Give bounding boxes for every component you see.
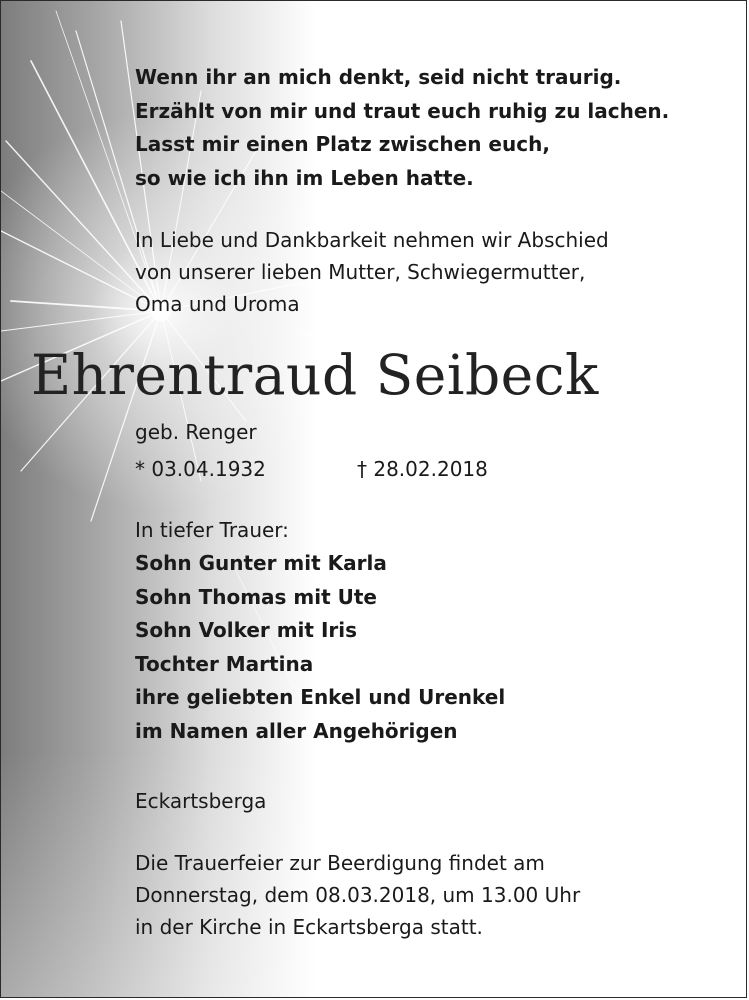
place: Eckartsberga: [135, 789, 267, 813]
intro-line: von unserer lieben Mutter, Schwiegermutter,: [135, 260, 586, 284]
poem-line: Erzählt von mir und traut euch ruhig zu lachen.: [135, 98, 670, 123]
deceased-name: Ehrentraud Seibeck: [31, 343, 599, 407]
mourners-heading: In tiefer Trauer:: [135, 518, 289, 542]
poem: [135, 61, 669, 195]
funeral-line: Die Trauerfeier zur Beerdigung findet am: [135, 851, 545, 875]
birth-date: * 03.04.1932: [135, 457, 266, 481]
mourner-item: Sohn Gunter mit Karla: [135, 551, 387, 575]
funeral-line: in der Kirche in Eckartsberga statt.: [135, 915, 483, 939]
mourner-item: ihre geliebten Enkel und Urenkel: [135, 685, 506, 709]
mourner-item: Sohn Volker mit Iris: [135, 618, 358, 642]
life-dates: [135, 453, 488, 485]
mourner-item: Sohn Thomas mit Ute: [135, 584, 377, 609]
poem-line: Wenn ihr an mich denkt, seid nicht traurig.: [135, 65, 622, 89]
intro-line: Oma und Uroma: [135, 292, 300, 316]
poem-line: so wie ich ihn im Leben hatte.: [135, 165, 474, 190]
funeral-info: [135, 847, 580, 943]
mourner-item: im Namen aller Angehörigen: [135, 718, 458, 743]
death-date: † 28.02.2018: [357, 457, 488, 481]
mourner-item: Tochter Martina: [135, 651, 314, 676]
poem-line: Lasst mir einen Platz zwischen euch,: [135, 132, 550, 156]
maiden-name: geb. Renger: [135, 420, 257, 444]
mourners-list: [135, 547, 505, 748]
funeral-line: Donnerstag, dem 08.03.2018, um 13.00 Uhr: [135, 883, 581, 907]
intro-text: [135, 224, 609, 320]
intro-line: In Liebe und Dankbarkeit nehmen wir Abschied: [135, 228, 609, 252]
